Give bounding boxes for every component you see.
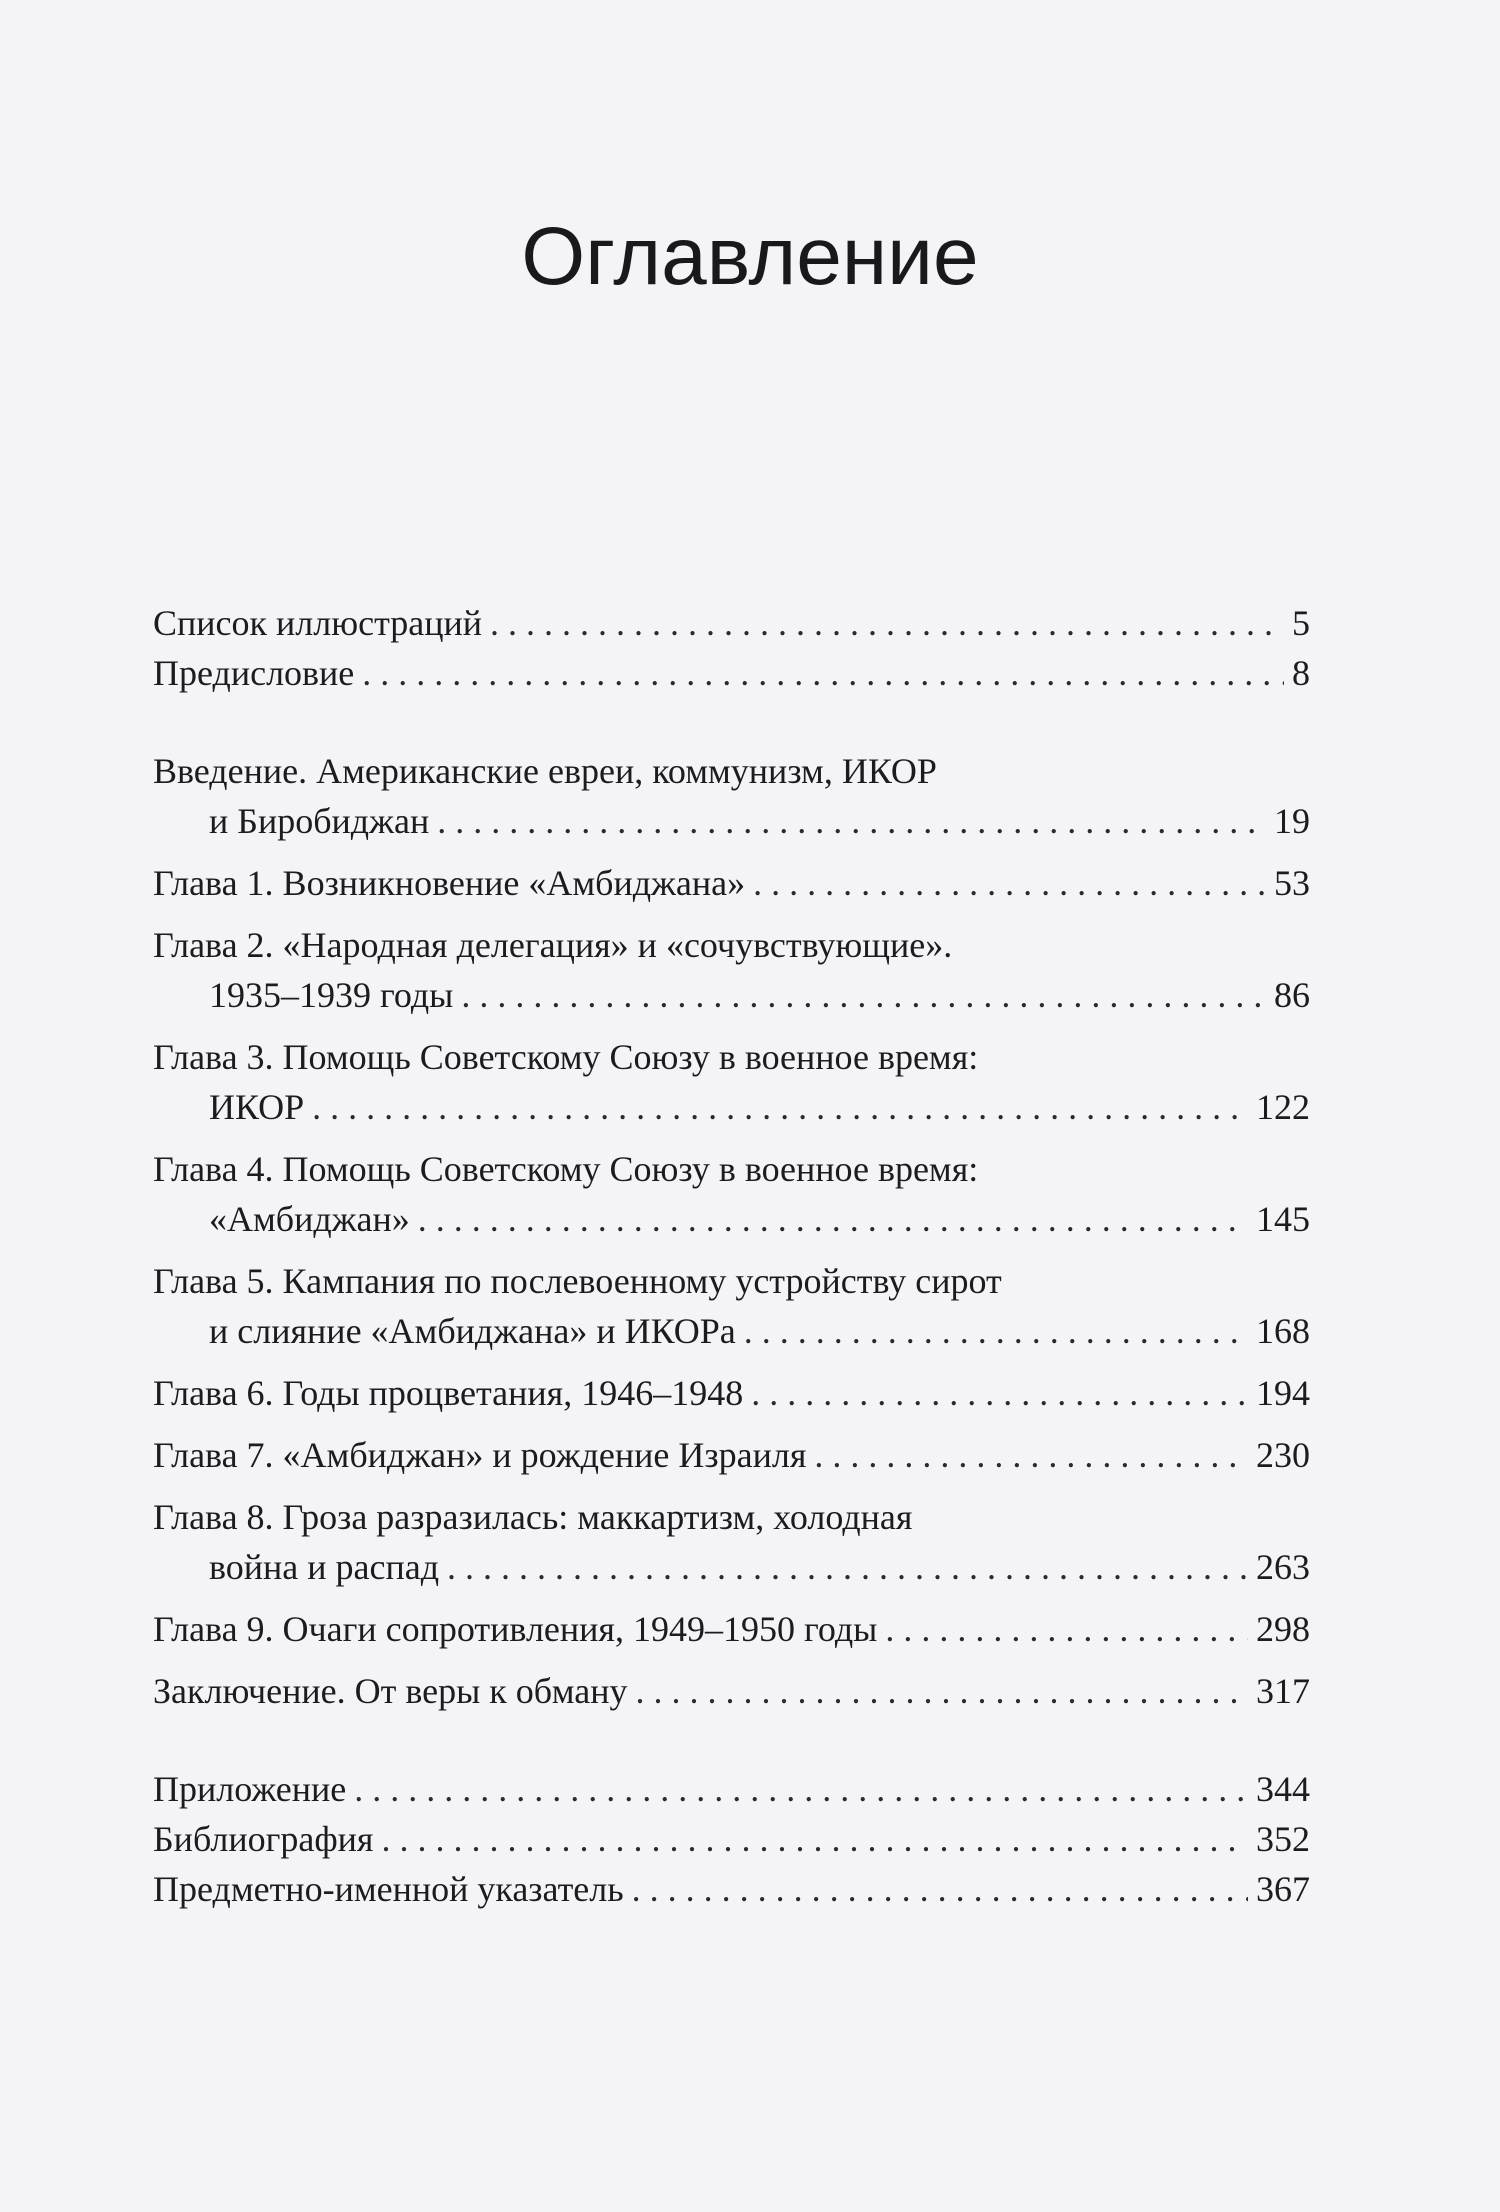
toc-entry-page: 19: [1274, 801, 1310, 841]
dot-leader: [632, 1864, 1248, 1914]
toc-entry-page: 122: [1256, 1087, 1310, 1127]
toc-entry-conclusion[interactable]: [153, 1666, 1310, 1716]
toc-entry-title: Предисловие: [153, 653, 355, 693]
dot-leader: [814, 1430, 1248, 1480]
toc-entry-preface[interactable]: [153, 648, 1310, 698]
toc-entry-chapter-6[interactable]: [153, 1368, 1310, 1418]
toc-entry-chapter-2[interactable]: [153, 920, 1310, 1020]
toc-entry-page: 263: [1256, 1547, 1310, 1587]
toc-entry-title: Глава 2. «Народная делегация» и «сочувствующие».: [153, 925, 953, 965]
dot-leader: [461, 970, 1266, 1020]
toc-entry-chapter-9[interactable]: [153, 1604, 1310, 1654]
toc-entry-title: Глава 4. Помощь Советскому Союзу в военное время:: [153, 1149, 979, 1189]
dot-leader: [437, 796, 1266, 846]
dot-leader: [312, 1082, 1248, 1132]
toc-entry-title: Глава 3. Помощь Советскому Союзу в военное время:: [153, 1037, 979, 1077]
toc-entry-illustrations[interactable]: [153, 598, 1310, 648]
toc-entry-title-cont: и Биробиджан: [209, 801, 430, 841]
toc-entry-chapter-4[interactable]: [153, 1144, 1310, 1244]
dot-leader: [362, 648, 1284, 698]
toc-entry-page: 145: [1256, 1199, 1310, 1239]
toc-entry-page: 367: [1256, 1869, 1310, 1909]
toc-entry-title-cont: ИКОР: [209, 1087, 305, 1127]
toc-entry-title: Список иллюстраций: [153, 603, 483, 643]
toc-entry-index[interactable]: [153, 1864, 1310, 1914]
toc-entry-page: 53: [1274, 863, 1310, 903]
toc-entry-title: Глава 8. Гроза разразилась: маккартизм, холодная: [153, 1497, 913, 1537]
toc-entry-page: 8: [1292, 653, 1310, 693]
toc-entry-chapter-8[interactable]: [153, 1492, 1310, 1592]
toc-entry-chapter-3[interactable]: [153, 1032, 1310, 1132]
toc-entry-chapter-1[interactable]: [153, 858, 1310, 908]
toc-entry-appendix[interactable]: [153, 1764, 1310, 1814]
dot-leader: [751, 1368, 1248, 1418]
toc-entry-page: 317: [1256, 1671, 1310, 1711]
page-title: Оглавление: [521, 211, 979, 302]
toc-entry-title: Библиография: [153, 1819, 374, 1859]
toc-entry-chapter-7[interactable]: [153, 1430, 1310, 1480]
toc-entry-title: Приложение: [153, 1769, 347, 1809]
toc-entry-title: Глава 5. Кампания по послевоенному устройству сирот: [153, 1261, 1002, 1301]
table-of-contents: [153, 598, 1310, 1914]
toc-entry-page: 194: [1256, 1373, 1310, 1413]
dot-leader: [636, 1666, 1248, 1716]
toc-entry-title: Глава 1. Возникновение «Амбиджана»: [153, 863, 746, 903]
toc-entry-page: 5: [1292, 603, 1310, 643]
dot-leader: [418, 1194, 1248, 1244]
toc-entry-title: Введение. Американские евреи, коммунизм, ИКОР: [153, 751, 937, 791]
dot-leader: [381, 1814, 1248, 1864]
toc-entry-page: 168: [1256, 1311, 1310, 1351]
toc-entry-chapter-5[interactable]: [153, 1256, 1310, 1356]
dot-leader: [354, 1764, 1248, 1814]
toc-entry-introduction[interactable]: [153, 746, 1310, 846]
toc-entry-page: 230: [1256, 1435, 1310, 1475]
dot-leader: [447, 1542, 1248, 1592]
toc-entry-title: Предметно-именной указатель: [153, 1869, 624, 1909]
toc-entry-page: 86: [1274, 975, 1310, 1015]
toc-entry-title: Глава 9. Очаги сопротивления, 1949–1950 годы: [153, 1609, 878, 1649]
toc-entry-title: Глава 7. «Амбиджан» и рождение Израиля: [153, 1435, 807, 1475]
toc-entry-bibliography[interactable]: [153, 1814, 1310, 1864]
toc-entry-title-cont: «Амбиджан»: [209, 1199, 410, 1239]
toc-entry-page: 298: [1256, 1609, 1310, 1649]
dot-leader: [753, 858, 1266, 908]
toc-entry-title: Глава 6. Годы процветания, 1946–1948: [153, 1373, 744, 1413]
toc-entry-title-cont: война и распад: [209, 1547, 440, 1587]
dot-leader: [490, 598, 1284, 648]
dot-leader: [885, 1604, 1248, 1654]
toc-entry-title-cont: 1935–1939 годы: [209, 975, 454, 1015]
dot-leader: [744, 1306, 1248, 1356]
toc-entry-title: Заключение. От веры к обману: [153, 1671, 628, 1711]
toc-entry-page: 344: [1256, 1769, 1310, 1809]
toc-entry-page: 352: [1256, 1819, 1310, 1859]
toc-entry-title-cont: и слияние «Амбиджана» и ИКОРа: [209, 1311, 736, 1351]
